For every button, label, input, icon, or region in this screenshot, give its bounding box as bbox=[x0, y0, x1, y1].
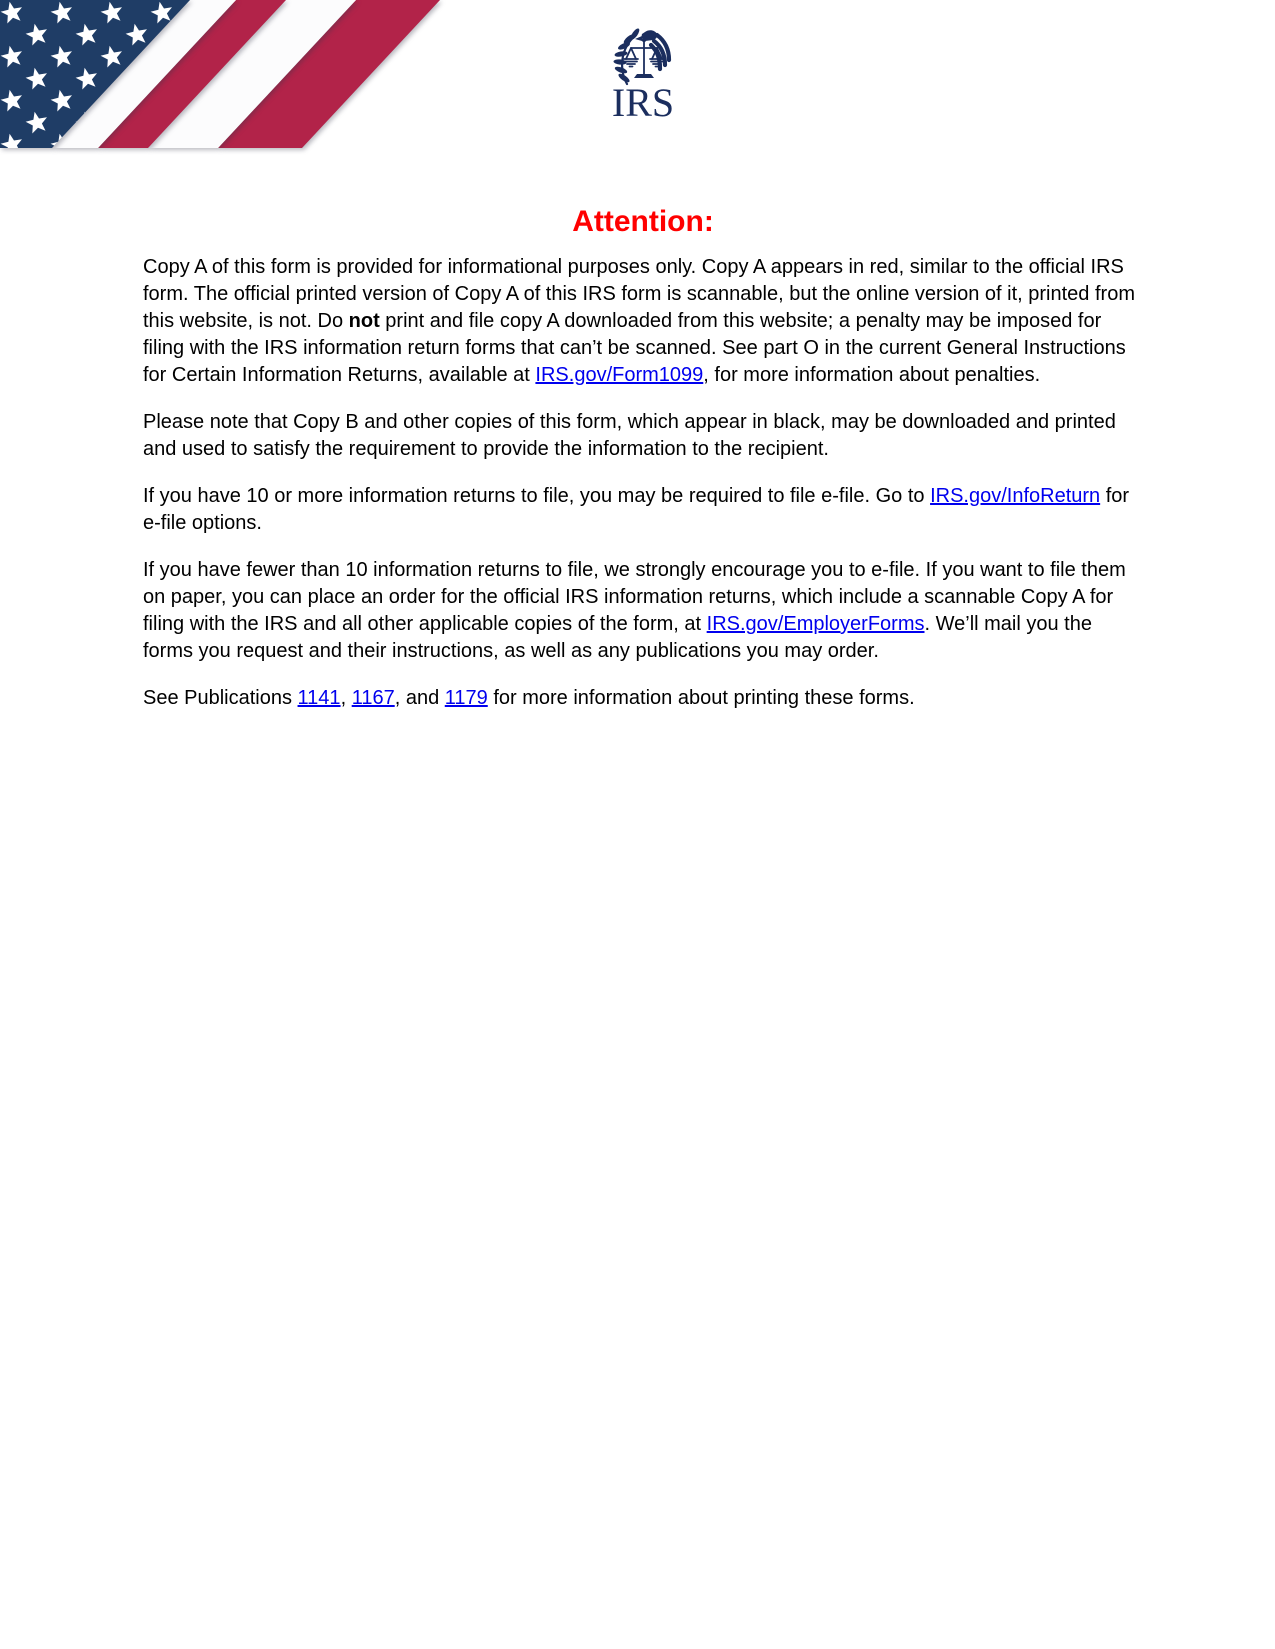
paragraph-3: If you have 10 or more information returns to file, you may be required to file e-file. Go to IRS.gov/InfoReturn for e-file options. bbox=[143, 485, 1130, 534]
paragraph-1: Copy A of this form is provided for informational purposes only. Copy A appears in red, similar to the official IRS form. The official printed version of Copy A of this IRS form is scannable, but the online version of it, printed from this website, is not. Do not print and file copy A downloaded from this website; a penalty may be imposed for filing with the IRS information return forms that can’t be scanned. See part O in the current General Instructions for Certain Information Returns, available at IRS.gov/Form1099, for more information about penalties. bbox=[143, 256, 1135, 386]
body-paragraphs bbox=[143, 254, 1143, 712]
link-1167[interactable]: 1167 bbox=[351, 687, 395, 709]
link-1179[interactable]: 1179 bbox=[444, 687, 488, 709]
link-irs-gov-employerforms[interactable]: IRS.gov/EmployerForms bbox=[706, 613, 925, 635]
irs-wordmark: IRS bbox=[611, 80, 675, 125]
link-irs-gov-form1099[interactable]: IRS.gov/Form1099 bbox=[535, 364, 704, 386]
link-1141[interactable]: 1141 bbox=[297, 687, 341, 709]
page-content bbox=[143, 0, 1143, 712]
bold-text: not bbox=[348, 310, 380, 332]
irs-logo bbox=[143, 28, 1143, 125]
link-irs-gov-inforeturn[interactable]: IRS.gov/InfoReturn bbox=[930, 485, 1101, 507]
attention-heading: Attention: bbox=[572, 205, 714, 238]
paragraph-4: If you have fewer than 10 information returns to file, we strongly encourage you to e-file. If you want to file them on paper, you can place an order for the official IRS information returns, which include a scannable Copy A for filing with the IRS and all other applicable copies of the form, at IRS.gov/EmployerForms. We’ll mail you the forms you request and their instructions, as well as any publications you may order. bbox=[143, 559, 1126, 662]
paragraph-2: Please note that Copy B and other copies of this form, which appear in black, may be downloaded and printed and used to satisfy the requirement to provide the information to the recipient. bbox=[143, 411, 1116, 460]
paragraph-5: See Publications 1141, 1167, and 1179 for more information about printing these forms. bbox=[143, 687, 915, 709]
